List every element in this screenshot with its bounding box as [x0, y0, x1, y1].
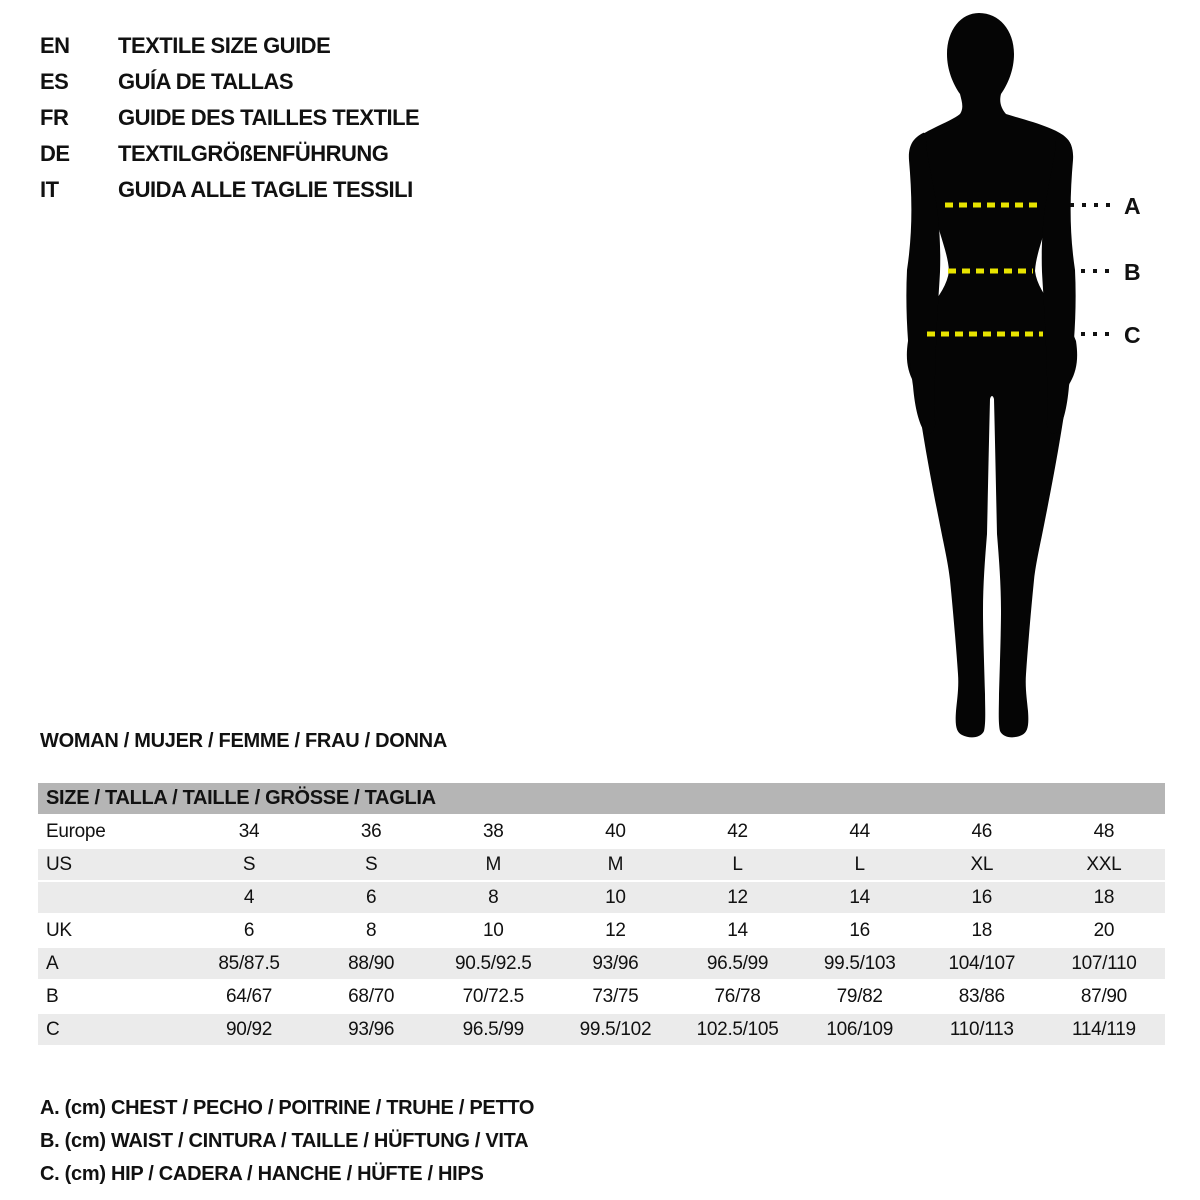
size-value: XL [970, 853, 994, 875]
size-value: 8 [366, 919, 377, 941]
size-table-rows [38, 816, 1165, 1045]
language-label: TEXTILE SIZE GUIDE [118, 33, 331, 58]
row-label: US [46, 853, 72, 875]
size-value: L [732, 853, 743, 875]
row-label: C [46, 1018, 60, 1040]
size-value: 4 [243, 886, 255, 908]
size-value: 102.5/105 [696, 1018, 779, 1040]
size-value: 40 [605, 820, 626, 842]
size-value: L [854, 853, 865, 875]
size-value: 64/67 [226, 985, 273, 1007]
size-value: 38 [483, 820, 504, 842]
table-row [38, 981, 1165, 1012]
size-value: 6 [366, 886, 377, 908]
size-value: XXL [1086, 853, 1122, 875]
size-value: 36 [360, 820, 382, 842]
size-value: 6 [243, 919, 255, 941]
size-table [38, 783, 1165, 1045]
language-row [40, 136, 419, 172]
language-code: IT [40, 177, 59, 202]
size-value: 87/90 [1080, 985, 1127, 1007]
legend-line: A. (cm) CHEST / PECHO / POITRINE / TRUHE / PETTO [40, 1097, 535, 1119]
size-value: 10 [483, 919, 504, 941]
size-value: 93/96 [592, 952, 639, 974]
size-value: 90/92 [226, 1018, 273, 1040]
language-label: GUIDE DES TAILLES TEXTILE [118, 105, 420, 130]
size-value: 18 [1093, 886, 1115, 908]
size-value: 42 [727, 820, 748, 842]
size-value: 104/107 [948, 952, 1016, 974]
size-value: 10 [605, 886, 626, 908]
size-value: 16 [971, 886, 993, 908]
chest-measure-label: A [1124, 193, 1141, 219]
size-value: 34 [238, 820, 260, 842]
size-value: 14 [727, 919, 748, 941]
language-code: DE [40, 141, 70, 166]
size-table-header: SIZE / TALLA / TAILLE / GRÖSSE / TAGLIA [38, 783, 1165, 814]
size-value: 99.5/102 [579, 1018, 652, 1040]
size-value: 44 [849, 820, 870, 842]
size-value: 107/110 [1071, 952, 1137, 974]
size-value: 48 [1093, 820, 1115, 842]
language-code: EN [40, 33, 70, 58]
woman-silhouette-icon [850, 0, 1200, 760]
size-value: 99.5/103 [823, 952, 896, 974]
size-value: 16 [849, 919, 870, 941]
woman-silhouette-figure [850, 0, 1200, 760]
size-value: 85/87.5 [218, 952, 280, 974]
size-value: 96.5/99 [706, 952, 769, 974]
size-value: 90.5/92.5 [455, 952, 532, 974]
size-value: S [365, 853, 378, 875]
row-label: B [46, 985, 59, 1007]
size-value: M [607, 853, 624, 875]
row-label: A [46, 952, 59, 974]
language-label: GUÍA DE TALLAS [118, 69, 294, 94]
language-row [40, 100, 419, 136]
size-value: S [242, 853, 256, 875]
size-value: 79/82 [836, 985, 883, 1007]
size-value: 68/70 [348, 985, 395, 1007]
hip-measure-label: C [1124, 322, 1141, 348]
size-value: 114/119 [1072, 1018, 1136, 1040]
size-value: 18 [971, 919, 993, 941]
language-list [40, 28, 419, 208]
size-value: 46 [971, 820, 993, 842]
measure-legend [40, 1092, 534, 1191]
row-label: UK [46, 919, 72, 941]
table-row [38, 882, 1165, 913]
size-value: M [485, 853, 502, 875]
size-value: 12 [727, 886, 748, 908]
size-value: 12 [605, 919, 626, 941]
language-code: ES [40, 69, 69, 94]
language-label: TEXTILGRÖßENFÜHRUNG [118, 141, 389, 166]
table-row [38, 915, 1165, 946]
table-row [38, 948, 1165, 979]
size-value: 76/78 [714, 985, 761, 1007]
legend-line: C. (cm) HIP / CADERA / HANCHE / HÜFTE / HIPS [40, 1163, 484, 1185]
table-row [38, 849, 1165, 880]
row-label: Europe [46, 820, 106, 842]
size-value: 8 [488, 886, 499, 908]
legend-line: B. (cm) WAIST / CINTURA / TAILLE / HÜFTUNG / VITA [40, 1130, 529, 1152]
size-value: 96.5/99 [462, 1018, 524, 1040]
language-row [40, 28, 419, 64]
size-value: 93/96 [348, 1018, 395, 1040]
language-row [40, 64, 419, 100]
size-value: 106/109 [826, 1018, 893, 1040]
size-value: 70/72.5 [462, 985, 524, 1007]
waist-measure-label: B [1124, 259, 1141, 285]
size-value: 73/75 [592, 985, 639, 1007]
language-label: GUIDA ALLE TAGLIE TESSILI [118, 177, 413, 202]
table-row [38, 1014, 1165, 1045]
language-code: FR [40, 105, 69, 130]
size-value: 83/86 [958, 985, 1005, 1007]
size-value: 88/90 [348, 952, 395, 974]
language-row [40, 172, 419, 208]
size-value: 110/113 [949, 1018, 1014, 1040]
size-value: 20 [1093, 919, 1115, 941]
size-value: 14 [849, 886, 870, 908]
table-row [38, 816, 1165, 847]
section-title: WOMAN / MUJER / FEMME / FRAU / DONNA [40, 730, 447, 752]
